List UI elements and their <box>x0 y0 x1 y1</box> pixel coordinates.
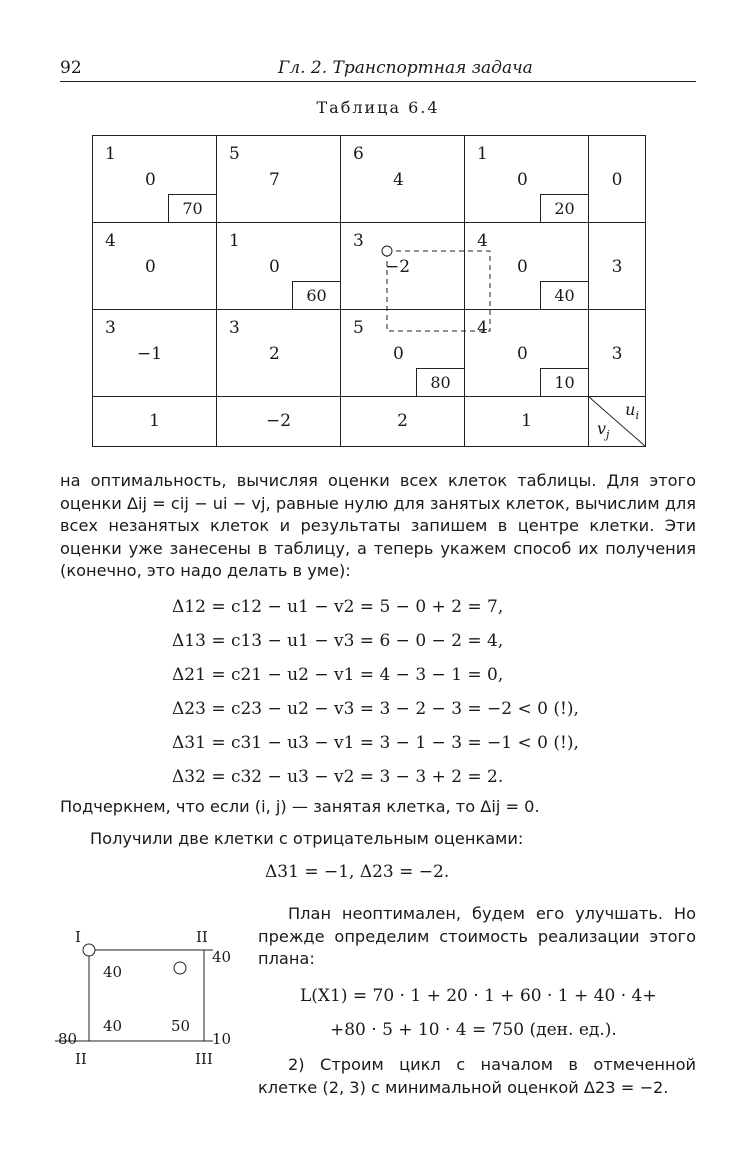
cell-cost: 1 <box>477 144 488 164</box>
diagram-inner-bottom-left: 40 <box>103 1017 123 1035</box>
plan-paragraph: План неоптимален, будем его улучшать. Но прежде определим стоимость реализации этого плана: <box>258 904 696 968</box>
potential-u <box>589 310 646 397</box>
negatives-intro: Получили две клетки с отрицательным оценками: <box>90 829 524 848</box>
potential-v <box>465 397 589 447</box>
potential-u-value: 0 <box>611 170 623 190</box>
cell-estimate: 0 <box>517 170 528 190</box>
equation: Δ23 = c23 − u2 − v3 = 3 − 2 − 3 = −2 < 0 (!), <box>172 699 579 719</box>
cell-cost: 4 <box>477 318 488 338</box>
page-number: 92 <box>60 58 82 78</box>
potential-v <box>93 397 217 447</box>
diagram-inner-bottom-right: 50 <box>171 1017 191 1035</box>
potential-u <box>589 136 646 223</box>
equation: Δ12 = c12 − u1 − v2 = 5 − 0 + 2 = 7, <box>172 597 504 617</box>
potential-v <box>341 397 465 447</box>
diagram-label-left-bottom: 80 <box>58 1030 78 1048</box>
cell-cost: 6 <box>353 144 364 164</box>
potential-v-value: 2 <box>397 411 408 431</box>
potential-v-value: 1 <box>149 411 160 431</box>
cell-estimate: 0 <box>517 344 528 364</box>
cell-cost: 1 <box>105 144 116 164</box>
table-cell <box>93 136 217 223</box>
cell-cost: 5 <box>353 318 364 338</box>
corner-u-letter: u <box>625 400 636 419</box>
corner-v-letter: v <box>597 418 607 438</box>
cell-cost: 4 <box>105 231 116 251</box>
potential-u-value: 3 <box>611 257 623 277</box>
diagram-label-right-top: 40 <box>212 948 232 966</box>
cell-allocation: 60 <box>292 281 340 309</box>
header-rule <box>60 81 696 82</box>
note-occupied: Подчеркнем, что если (i, j) — занятая клетка, то Δij = 0. <box>60 797 540 816</box>
diagram-label-bottom-left: II <box>75 1050 87 1068</box>
diagram-inner-top-left: 40 <box>103 963 123 981</box>
cell-estimate: −2 <box>385 257 411 277</box>
table-cell <box>465 223 589 310</box>
paragraph-intro: на оптимальность, вычисляя оценки всех клеток таблицы. Для этого оценки Δij = cij − ui − vj, равные нулю для занятых клеток, вычислим для всех незанятых клеток и результаты запишем в центре клетки. Эти оценки уже занесены в таблицу, а теперь укажем способ их получения (конечно, это надо делать в уме): <box>60 471 696 580</box>
cost-line-1: L(X1) = 70 · 1 + 20 · 1 + 60 · 1 + 40 · 4+ <box>300 986 657 1006</box>
table-cell <box>341 310 465 397</box>
table-caption: Таблица 6.4 <box>316 98 440 117</box>
potential-v-value: 1 <box>521 411 532 431</box>
table-cell <box>217 310 341 397</box>
cell-allocation: 80 <box>416 368 464 396</box>
corner-u-label <box>625 400 639 422</box>
table-cell <box>93 223 217 310</box>
table-cell <box>465 136 589 223</box>
equation: Δ21 = c21 − u2 − v1 = 4 − 3 − 1 = 0, <box>172 665 504 685</box>
potential-v <box>217 397 341 447</box>
diagram-label-top-left: I <box>75 928 81 946</box>
potential-u <box>589 223 646 310</box>
equation: Δ32 = c32 − u3 − v2 = 3 − 3 + 2 = 2. <box>172 767 504 787</box>
table-cell <box>217 136 341 223</box>
cell-estimate: 0 <box>269 257 280 277</box>
chapter-title: Гл. 2. Транспортная задача <box>278 58 533 78</box>
equation: Δ13 = c13 − u1 − v3 = 6 − 0 − 2 = 4, <box>172 631 504 651</box>
cell-allocation: 10 <box>540 368 588 396</box>
cell-estimate: 0 <box>145 170 156 190</box>
cell-allocation: 20 <box>540 194 588 222</box>
step-2-paragraph: 2) Строим цикл с началом в отмеченной клетке (2, 3) с минимальной оценкой Δ23 = −2. <box>258 1055 696 1097</box>
table-cell <box>341 136 465 223</box>
potential-v-value: −2 <box>265 411 292 431</box>
cell-estimate: −1 <box>137 344 163 364</box>
cell-estimate: 0 <box>393 344 404 364</box>
cell-estimate: 7 <box>269 170 280 190</box>
cell-cost: 1 <box>229 231 240 251</box>
diagram-label-top-right: II <box>196 928 208 946</box>
transport-table <box>92 135 646 447</box>
diagram-label-right-bottom: 10 <box>212 1030 232 1048</box>
table-cell <box>217 223 341 310</box>
table-cell <box>465 310 589 397</box>
equation: Δ31 = c31 − u3 − v1 = 3 − 1 − 3 = −1 < 0 (!), <box>172 733 579 753</box>
cell-cost: 3 <box>229 318 240 338</box>
cell-cost: 4 <box>477 231 488 251</box>
cell-cost: 3 <box>105 318 116 338</box>
corner-v-index: j <box>606 428 610 441</box>
cell-estimate: 0 <box>517 257 528 277</box>
cell-allocation: 40 <box>540 281 588 309</box>
table-cell <box>341 223 465 310</box>
cost-line-2: +80 · 5 + 10 · 4 = 750 (ден. ед.). <box>330 1020 617 1040</box>
negatives-line: Δ31 = −1, Δ23 = −2. <box>265 862 450 882</box>
cell-estimate: 2 <box>269 344 280 364</box>
corner-u-index: i <box>635 409 639 423</box>
potential-u-value: 3 <box>611 344 623 364</box>
cell-estimate: 4 <box>393 170 404 190</box>
diagram-label-bottom-right: III <box>195 1050 213 1068</box>
cell-allocation: 70 <box>168 194 216 222</box>
corner-cell <box>589 397 646 447</box>
corner-v-label <box>597 419 609 441</box>
cell-cost: 3 <box>353 231 364 251</box>
table-cell <box>93 310 217 397</box>
cell-estimate: 0 <box>145 257 156 277</box>
cell-cost: 5 <box>229 144 240 164</box>
